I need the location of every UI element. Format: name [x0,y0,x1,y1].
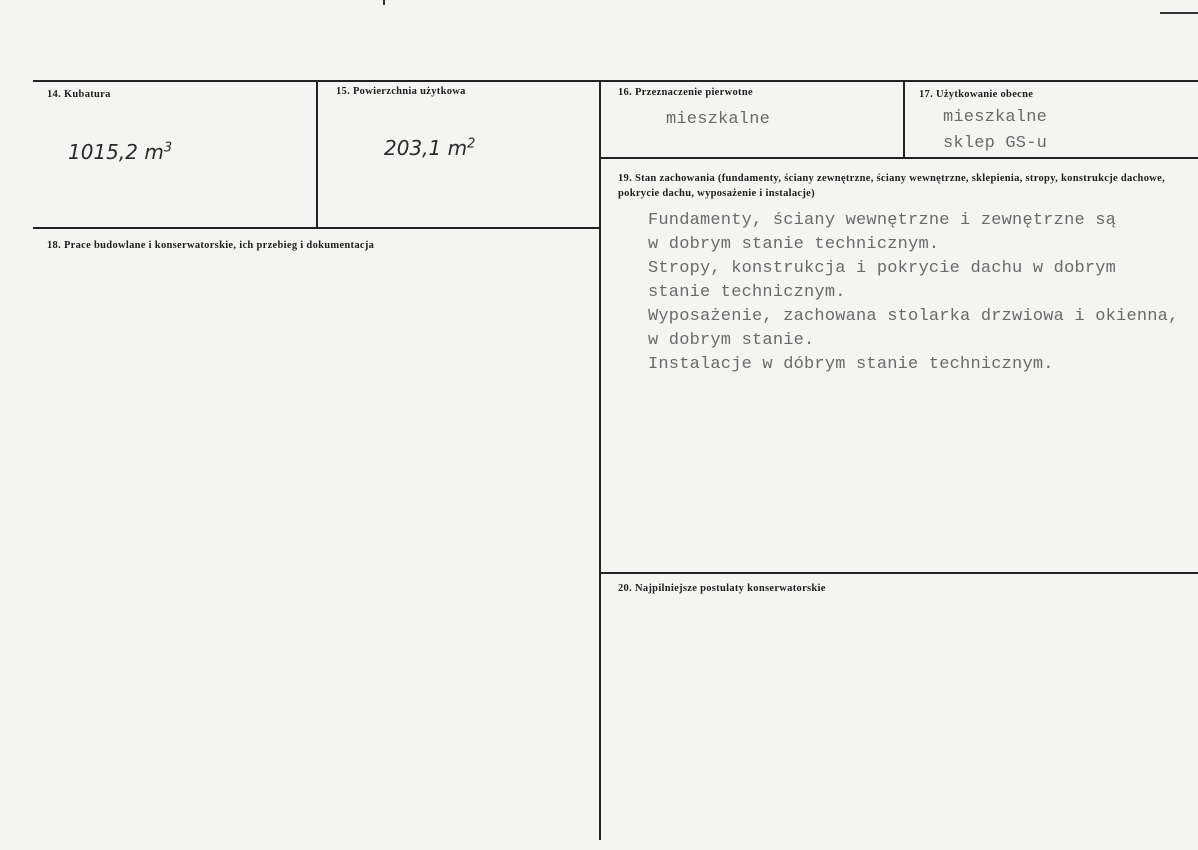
field-19-line: w dobrym stanie technicznym. [648,235,940,254]
field-16-label: 16. Przeznaczenie pierwotne [618,87,753,98]
field-16-value: mieszkalne [666,110,771,129]
field-19-label: 19. Stan zachowania (fundamenty, ściany zewnętrzne, ściany wewnętrzne, sklepienia, stropy, konstrukcje dachowe, pokrycie dachu, wyposażenie i instalacje) [618,173,1166,199]
divider-14-18 [33,227,601,229]
field-19-line: Stropy, konstrukcja i pokrycie dachu w dobrym [648,259,1117,278]
top-right-edge-mark [1160,12,1198,14]
divider-19-20 [600,572,1198,574]
top-edge-mark [383,0,385,5]
field-19-line: w dobrym stanie. [648,331,815,350]
field-15-label: 15. Powierzchnia użytkowa [336,86,466,97]
field-17-label: 17. Użytkowanie obecne [919,89,1034,100]
field-19-line: Fundamenty, ściany wewnętrzne i zewnętrzne są [648,211,1117,230]
field-17-value-1: mieszkalne [943,108,1048,127]
field-19-line: stanie technicznym. [648,283,846,302]
field-20-label: 20. Najpilniejsze postulaty konserwatorskie [618,583,826,594]
field-14-unit-exponent: 3 [163,140,173,156]
divider-14-15 [316,80,318,228]
field-14-label: 14. Kubatura [47,89,111,100]
field-19-line: Wyposażenie, zachowana stolarka drzwiowa i okienna, [648,307,1179,326]
field-15-value [384,136,475,160]
main-vertical-divider [599,80,601,840]
divider-16-17 [903,80,905,158]
field-15-unit-exponent: 2 [467,136,476,152]
field-17-value-2: sklep GS-u [943,134,1048,153]
top-border [33,80,1198,82]
field-19-line: Instalacje w dóbrym stanie technicznym. [648,355,1054,374]
field-15-value-text: 203,1 m [384,136,468,160]
field-14-value [68,140,172,164]
field-14-value-text: 1015,2 m [68,140,164,164]
field-18-label: 18. Prace budowlane i konserwatorskie, ich przebieg i dokumentacja [47,240,375,251]
divider-16-19 [600,157,1198,159]
field-19-text [648,209,1179,377]
